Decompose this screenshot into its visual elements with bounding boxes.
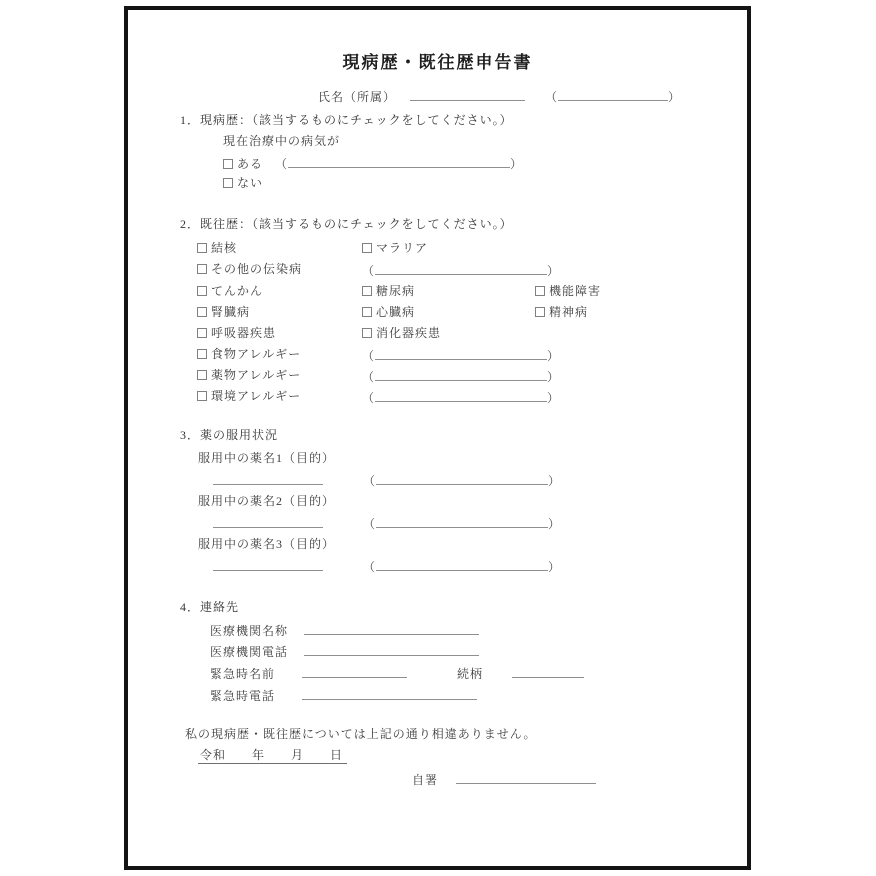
other-infectious-input-line[interactable] xyxy=(375,262,547,275)
signature-label: 自署 xyxy=(412,773,439,787)
section1-heading: 1．現病歴：（該当するものにチェックをしてください。） xyxy=(180,113,513,127)
checkbox-item-diabetes[interactable] xyxy=(362,284,415,298)
food-allergy-input-line[interactable] xyxy=(375,347,547,360)
relation-input-line[interactable] xyxy=(512,665,584,678)
checkbox-icon[interactable] xyxy=(535,286,545,296)
paren-close: ） xyxy=(547,264,561,278)
checkbox-label: 環境アレルギー xyxy=(211,389,302,403)
medication2-label: 服用中の薬名2（目的） xyxy=(198,494,336,508)
checkbox-icon[interactable] xyxy=(535,307,545,317)
checkbox-item-food-allergy[interactable] xyxy=(197,347,301,361)
checkbox-label: その他の伝染病 xyxy=(211,262,303,276)
checkbox-item-other-infectious[interactable] xyxy=(197,262,302,276)
checkbox-icon[interactable] xyxy=(197,391,207,401)
environmental-allergy-detail xyxy=(362,389,560,405)
page-title: 現病歴・既往歴申告書 xyxy=(342,53,533,72)
checkbox-item-tuberculosis[interactable] xyxy=(197,241,237,255)
emergency-phone-input-line[interactable] xyxy=(302,687,477,700)
paren-open: （ xyxy=(363,474,377,488)
checkbox-item-drug-allergy[interactable] xyxy=(197,368,301,382)
paren-open: （ xyxy=(362,370,376,384)
drug-allergy-detail xyxy=(362,368,560,384)
checkbox-item-epilepsy[interactable] xyxy=(197,284,263,298)
checkbox-icon[interactable] xyxy=(197,349,207,359)
checkbox-label: ある xyxy=(237,157,264,171)
medication1-name-input-line[interactable] xyxy=(213,472,323,485)
medication3-inputs xyxy=(213,558,561,574)
medical-institution-phone-row xyxy=(210,643,479,659)
medication2-inputs xyxy=(213,515,561,531)
paren-close: ） xyxy=(548,560,562,574)
paren-close: ） xyxy=(547,349,561,363)
other-infectious-detail xyxy=(362,262,560,278)
medication1-label: 服用中の薬名1（目的） xyxy=(198,451,336,465)
emergency-phone-label: 緊急時電話 xyxy=(210,689,276,703)
checkbox-label: 食物アレルギー xyxy=(211,347,302,361)
medication1-inputs xyxy=(213,472,561,488)
checkbox-label: 呼吸器疾患 xyxy=(211,326,277,340)
form-page xyxy=(124,6,751,870)
medical-institution-name-input-line[interactable] xyxy=(304,622,479,635)
date-row xyxy=(198,748,347,762)
emergency-name-label: 緊急時名前 xyxy=(210,667,276,681)
checkbox-item-respiratory-disease[interactable] xyxy=(197,326,276,340)
medication2-name-input-line[interactable] xyxy=(213,515,323,528)
paren-close: ） xyxy=(668,90,682,104)
declaration-text: 私の現病歴・既往歴については上記の通り相違ありません。 xyxy=(185,727,537,741)
name-label: 氏名（所属） xyxy=(318,90,397,104)
checkbox-label: 結核 xyxy=(211,241,238,255)
checkbox-icon[interactable] xyxy=(197,307,207,317)
paren-close: ） xyxy=(548,474,562,488)
checkbox-label: 機能障害 xyxy=(549,284,602,298)
checkbox-label: てんかん xyxy=(211,284,264,298)
signature-input-line[interactable] xyxy=(456,771,596,784)
emergency-name-input-line[interactable] xyxy=(302,665,407,678)
checkbox-icon[interactable] xyxy=(362,243,372,253)
checkbox-item-has-condition[interactable] xyxy=(223,155,523,171)
paren-open: （ xyxy=(362,391,376,405)
checkbox-icon[interactable] xyxy=(197,243,207,253)
checkbox-label: 消化器疾患 xyxy=(376,326,442,340)
paren-open: （ xyxy=(363,517,377,531)
medication3-name-input-line[interactable] xyxy=(213,558,323,571)
paren-close: ） xyxy=(547,391,561,405)
environmental-allergy-input-line[interactable] xyxy=(375,389,547,402)
paren-close: ） xyxy=(547,370,561,384)
condition-detail-input-line[interactable] xyxy=(288,155,510,168)
section3-heading: 3．薬の服用状況 xyxy=(180,428,279,442)
checkbox-label: 薬物アレルギー xyxy=(211,368,302,382)
signature-row xyxy=(412,771,596,787)
medical-institution-phone-label: 医療機関電話 xyxy=(210,645,289,659)
checkbox-icon[interactable] xyxy=(223,159,233,169)
checkbox-item-kidney-disease[interactable] xyxy=(197,305,250,319)
medical-institution-phone-input-line[interactable] xyxy=(304,643,479,656)
checkbox-label: 糖尿病 xyxy=(376,284,416,298)
checkbox-icon[interactable] xyxy=(362,307,372,317)
medical-institution-name-label: 医療機関名称 xyxy=(210,624,289,638)
checkbox-label: 腎臓病 xyxy=(211,305,251,319)
checkbox-label: ない xyxy=(237,176,264,190)
checkbox-icon[interactable] xyxy=(197,328,207,338)
checkbox-item-malaria[interactable] xyxy=(362,241,428,255)
checkbox-icon[interactable] xyxy=(197,264,207,274)
medication3-purpose-input-line[interactable] xyxy=(376,558,548,571)
affiliation-input-line[interactable] xyxy=(558,88,668,101)
section2-heading: 2．既往歴：（該当するものにチェックをしてください。） xyxy=(180,217,513,231)
emergency-phone-row xyxy=(210,687,477,703)
paren-close: ） xyxy=(548,517,562,531)
checkbox-item-heart-disease[interactable] xyxy=(362,305,415,319)
checkbox-item-digestive-disease[interactable] xyxy=(362,326,441,340)
date-input-line[interactable]: 令和 年 月 日 xyxy=(198,748,347,764)
checkbox-item-no-condition[interactable] xyxy=(223,176,263,190)
checkbox-item-functional-disorder[interactable] xyxy=(535,284,601,298)
name-row xyxy=(318,88,681,104)
paren-open: （ xyxy=(545,90,559,104)
checkbox-label: 心臓病 xyxy=(376,305,416,319)
section1-subheading: 現在治療中の病気が xyxy=(223,134,341,148)
checkbox-item-mental-illness[interactable] xyxy=(535,305,588,319)
checkbox-icon[interactable] xyxy=(197,370,207,380)
emergency-name-row xyxy=(210,665,584,681)
paren-open: （ xyxy=(275,157,289,171)
medication3-label: 服用中の薬名3（目的） xyxy=(198,537,336,551)
checkbox-label: マラリア xyxy=(376,241,429,255)
paren-open: （ xyxy=(362,349,376,363)
relation-label: 続柄 xyxy=(457,667,484,681)
checkbox-icon[interactable] xyxy=(362,286,372,296)
section4-heading: 4．連絡先 xyxy=(180,600,240,614)
checkbox-item-environmental-allergy[interactable] xyxy=(197,389,301,403)
paren-open: （ xyxy=(362,264,376,278)
checkbox-icon[interactable] xyxy=(197,286,207,296)
drug-allergy-input-line[interactable] xyxy=(375,368,547,381)
paren-close: ） xyxy=(510,157,524,171)
name-input-line[interactable] xyxy=(410,88,525,101)
checkbox-icon[interactable] xyxy=(223,178,233,188)
medication2-purpose-input-line[interactable] xyxy=(376,515,548,528)
medical-institution-name-row xyxy=(210,622,479,638)
paren-open: （ xyxy=(363,560,377,574)
medication1-purpose-input-line[interactable] xyxy=(376,472,548,485)
checkbox-icon[interactable] xyxy=(362,328,372,338)
food-allergy-detail xyxy=(362,347,560,363)
checkbox-label: 精神病 xyxy=(549,305,589,319)
